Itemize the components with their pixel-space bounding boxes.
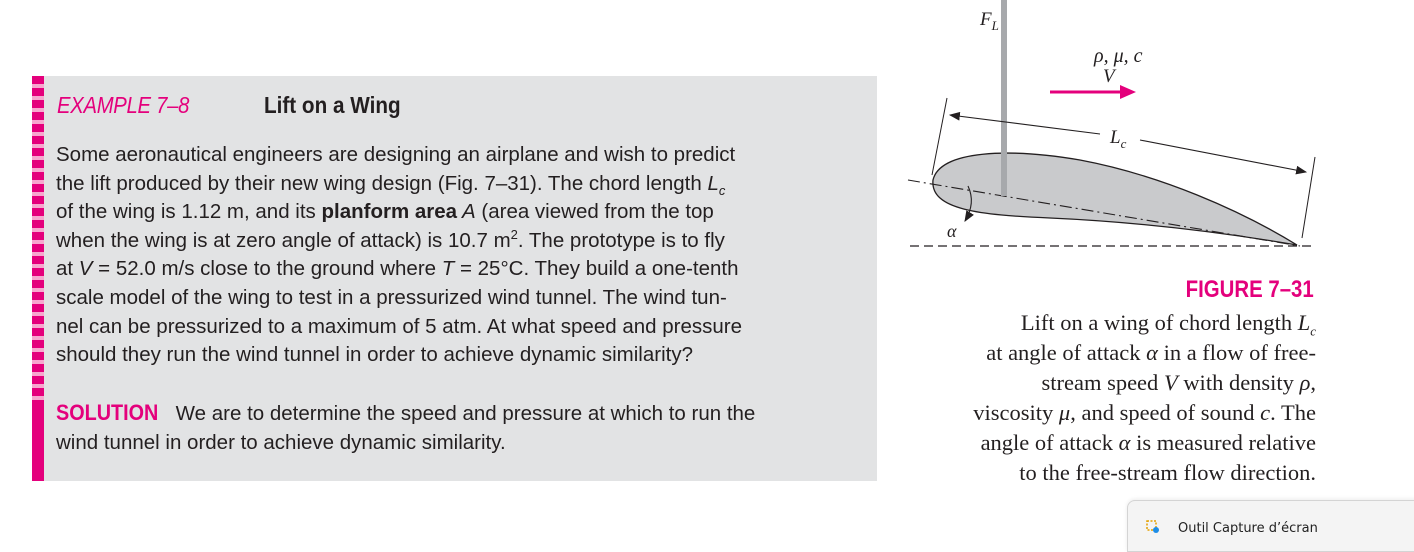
solution-label: SOLUTION (56, 400, 159, 425)
caption-line-1: Lift on a wing of chord length $L_c$ (1020, 310, 1316, 339)
example-side-bar-solid (32, 404, 44, 481)
velocity-arrowhead (1120, 85, 1136, 99)
velocity-label: V (1103, 66, 1115, 87)
paragraph-line-5: at V = 52.0 m/s close to the ground where T = 25°C. They build a one-tenth (56, 257, 739, 281)
example-number: EXAMPLE 7–8 (57, 92, 190, 118)
snipping-tool-label: Outil Capture d’écran (1178, 521, 1318, 536)
chord-dimension-right (1140, 140, 1306, 172)
planform-area-term: planform area (321, 200, 458, 224)
example-title: Lift on a Wing (264, 92, 401, 118)
lift-force-label: $F_L$ (980, 9, 999, 33)
solution-paragraph (56, 398, 856, 457)
alpha-label: α (947, 221, 957, 241)
paragraph-line-8: should they run the wind tunnel in order to achieve dynamic similarity? (56, 343, 693, 367)
paragraph-line-4: when the wing is at zero angle of attack) is 10.7 $m^2$. The prototype is to fly (56, 226, 725, 252)
paragraph-line-2: the lift produced by their new wing design (Fig. 7–31). The chord length $L_c$ (56, 171, 726, 198)
paragraph-line-3: of the wing is 1.12 m, and its planform area A (area viewed from the top (56, 200, 714, 224)
example-heading (57, 92, 401, 119)
chord-extension-right (1302, 157, 1315, 238)
figure-caption (886, 308, 1316, 488)
caption-line-6: to the free-stream flow direction. (1019, 460, 1316, 485)
airfoil (933, 153, 1297, 245)
caption-line-4: viscosity μ, and speed of sound c. The (973, 400, 1316, 425)
fluid-properties-label: ρ, μ, c (1094, 45, 1143, 67)
wing-figure (900, 0, 1320, 270)
paragraph-line-7: nel can be pressurized to a maximum of 5 atm. At what speed and pressure (56, 314, 742, 338)
chord-length-label: $L_c$ (1110, 127, 1127, 151)
paragraph-line-6: scale model of the wing to test in a pressurized wind tunnel. The wind tun- (56, 285, 727, 309)
solution-line-1: SOLUTION We are to determine the speed and pressure at which to run the (56, 400, 756, 425)
snipping-tool-popup[interactable] (1127, 500, 1414, 552)
paragraph-line-1: Some aeronautical engineers are designing an airplane and wish to predict (56, 143, 736, 166)
snipping-tool-icon (1146, 520, 1160, 534)
chord-dimension-left (950, 115, 1100, 134)
caption-line-5: angle of attack α is measured relative (980, 430, 1316, 455)
chord-extension-left (932, 98, 947, 175)
example-side-bar-dashed (32, 76, 44, 404)
caption-line-2: at angle of attack α in a flow of free- (986, 340, 1316, 365)
lift-force-bar (1001, 0, 1007, 196)
figure-number: FIGURE 7–31 (1185, 276, 1314, 303)
example-paragraph (56, 141, 856, 370)
caption-line-3: stream speed V with density ρ, (1041, 370, 1316, 395)
solution-line-2: wind tunnel in order to achieve dynamic similarity. (56, 431, 506, 454)
